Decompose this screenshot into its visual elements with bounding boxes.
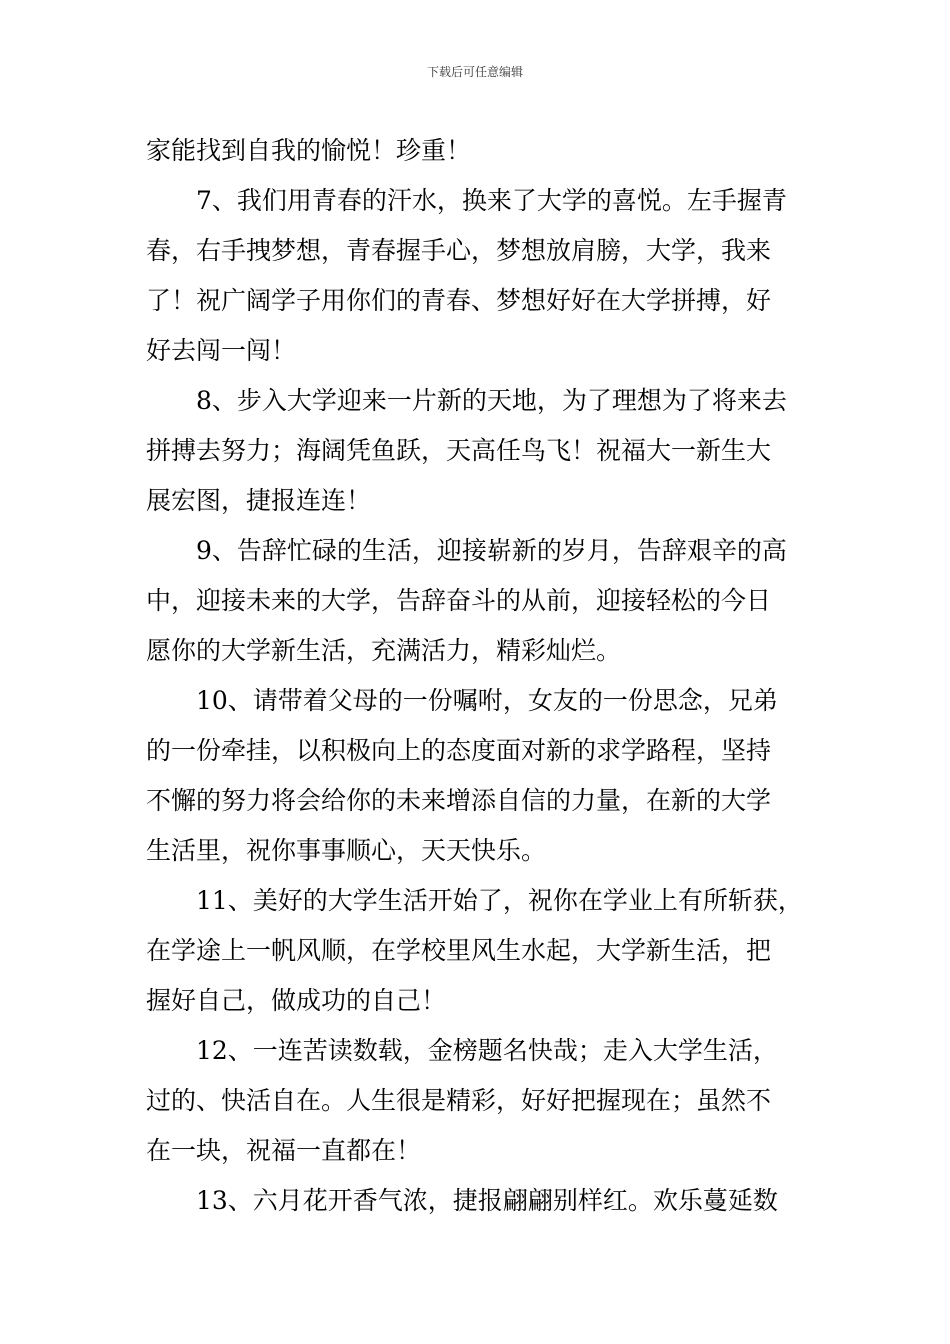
paragraph-line: 的一份牵挂，以积极向上的态度面对新的求学路程，坚持 bbox=[146, 736, 772, 765]
paragraph-line: 生活里，祝你事事顺心，天天快乐。 bbox=[146, 836, 547, 865]
paragraph-first-line: 11、美好的大学生活开始了，祝你在学业上有所斩获， bbox=[196, 886, 803, 915]
paragraph-line: 在学途上一帆风顺，在学校里风生水起，大学新生活，把 bbox=[146, 936, 772, 965]
paragraph-line: 愿你的大学新生活，充满活力，精彩灿烂。 bbox=[146, 636, 622, 665]
paragraph-first-line: 12、一连苦读数载，金榜题名快哉；走入大学生活， bbox=[196, 1036, 778, 1065]
paragraph-line: 不懈的努力将会给你的未来增添自信的力量，在新的大学 bbox=[146, 786, 772, 815]
paragraph-first-line: 8、步入大学迎来一片新的天地，为了理想为了将来去 bbox=[196, 386, 787, 415]
paragraph-first-line: 10、请带着父母的一份嘱咐，女友的一份思念，兄弟 bbox=[196, 686, 778, 715]
paragraph-line: 好去闯一闯！ bbox=[146, 336, 297, 365]
paragraph-line: 在一块，祝福一直都在！ bbox=[146, 1136, 422, 1165]
paragraph-line: 拼搏去努力；海阔凭鱼跃，天高任鸟飞！祝福大一新生大 bbox=[146, 436, 772, 465]
paragraph-line: 展宏图，捷报连连！ bbox=[146, 486, 372, 515]
paragraph-first-line: 7、我们用青春的汗水，换来了大学的喜悦。左手握青 bbox=[196, 186, 787, 215]
document-body bbox=[146, 126, 826, 1226]
paragraph-first-line: 13、六月花开香气浓，捷报翩翩别样红。欢乐蔓延数 bbox=[196, 1186, 778, 1215]
paragraph-first-line: 9、告辞忙碌的生活，迎接崭新的岁月，告辞艰辛的高 bbox=[196, 536, 787, 565]
paragraph-line: 家能找到自我的愉悦！珍重！ bbox=[146, 136, 472, 165]
page-header: 下载后可任意编辑 bbox=[426, 65, 523, 79]
paragraph-line: 握好自己，做成功的自己！ bbox=[146, 986, 447, 1015]
paragraph-line: 中，迎接未来的大学，告辞奋斗的从前，迎接轻松的今日 bbox=[146, 586, 772, 615]
paragraph-line: 春，右手拽梦想，青春握手心，梦想放肩膀，大学，我来 bbox=[146, 236, 772, 265]
paragraph-line: 过的、快活自在。人生很是精彩，好好把握现在；虽然不 bbox=[146, 1086, 772, 1115]
paragraph-line: 了！祝广阔学子用你们的青春、梦想好好在大学拼搏，好 bbox=[146, 286, 772, 315]
